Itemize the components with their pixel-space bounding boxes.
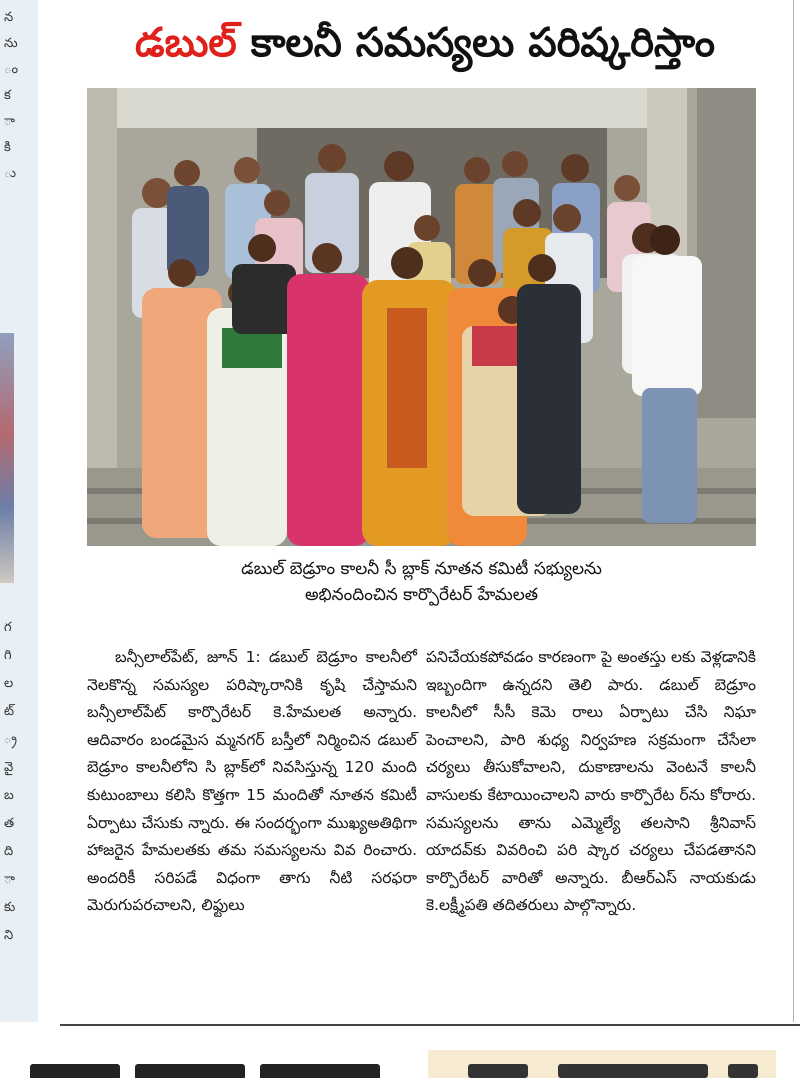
adjacent-text-fragment: గి [4,648,12,663]
adjacent-text-fragment: త [4,816,15,831]
article-body-column-1: బన్సీలాల్‌పేట్, జూన్ 1: డబుల్ బెడ్రూం కాలనీలో నెలకొన్న సమస్యల పరిష్కారానికి కృషి చేస్తామని బన్సీలాల్‌పేట్ కార్పొరేటర్ కె.హేమలత అన్నారు. ఆదివారం బండమైస మ్మనగర్ బస్తీలో నిర్మించిన డబుల్ బెడ్రూం కాలనీలోని సి బ్లాక్‌లో నివసిస్తున్న 120 మంది కుటుంబాలు కలిసి కొత్తగా 15 మందితో నూతన కమిటీ ఏర్పాటు చేసుకు న్నారు. ఈ సందర్భంగా ముఖ్యఅతిథిగా హాజరైన హేమలతకు తమ సమస్యలను వివ రించారు. అందరికీ సరిపడే విధంగా తాగు నీటి సరఫరా మెరుగుపరచాలని, లిఫ్టులు [87,648,417,915]
adjacent-text-fragment: ం [4,62,19,77]
adjacent-text-fragment: ్ర [4,732,17,747]
next-article-headline-fragment [0,1056,400,1078]
caption-line-1: డబుల్ బెడ్రూం కాలనీ సీ బ్లాక్ నూతన కమిటీ సభ్యులను [241,559,602,579]
caption-line-2: అభినందించిన కార్పొరేటర్ హేమలత [304,585,539,605]
adjacent-text-fragment: న [4,10,14,25]
adjacent-text-fragment: ా [4,872,15,887]
group-photo [87,88,756,546]
adjacent-column-strip [0,0,38,1022]
group-photo-illustration [87,88,756,546]
adjacent-text-fragment: ను [4,36,18,51]
article-body-column-2: పనిచేయకపోవడం కారణంగా పై అంతస్తు లకు వెళ్లడానికి ఇబ్బందిగా ఉన్నదని తెలి పారు. డబుల్ బెడ్రూం కాలనీలో సీసీ కెమె రాలు ఏర్పాటు చేసి నిఘా పెంచాలని, పారి శుధ్య నిర్వహణ సక్రమంగా చేసేలా చర్యలు తీసుకోవాలని, దుకాణాలను వెంటనే కాలనీ వాసులకు కేటాయించాలని వారు కార్పొరేట ర్‌ను కోరారు. సమస్యలను తాను ఎమ్మెల్యే తలసాని శ్రీనివాస్ యాదవ్‌కు వివరించి పరి ష్కార చర్యలు చేపడతానని కార్పొరేటర్ వారితో అన్నారు. బీఆర్‌ఎస్ నాయకుడు కె.లక్ష్మీపతి తదితరులు పాల్గొన్నారు. [426,648,756,915]
adjacent-text-fragment: ని [4,928,14,943]
photo-caption [87,556,756,608]
adjacent-text-fragment: ట్ [4,704,15,719]
adjacent-text-fragment: క [4,88,11,103]
next-article-box-fragment [428,1050,776,1078]
adjacent-text-fragment: ు [4,166,17,181]
adjacent-text-fragment: వై [4,760,14,775]
column-divider [793,0,794,1022]
adjacent-text-fragment: కి [4,140,11,155]
adjacent-text-fragment: ల [4,676,14,691]
adjacent-text-fragment: ది [4,844,14,859]
adjacent-text-fragment: కు [4,900,16,915]
headline-highlight: డబుల్ [134,20,237,66]
section-divider [60,1024,800,1026]
adjacent-photo-fragment [0,333,14,583]
adjacent-text-fragment: ా [4,114,15,129]
headline-rest: కాలనీ సమస్యలు పరిష్కరిస్తాం [236,20,716,66]
article-headline [60,14,790,72]
adjacent-text-fragment: గ [4,620,12,635]
adjacent-text-fragment: బ [4,788,14,803]
